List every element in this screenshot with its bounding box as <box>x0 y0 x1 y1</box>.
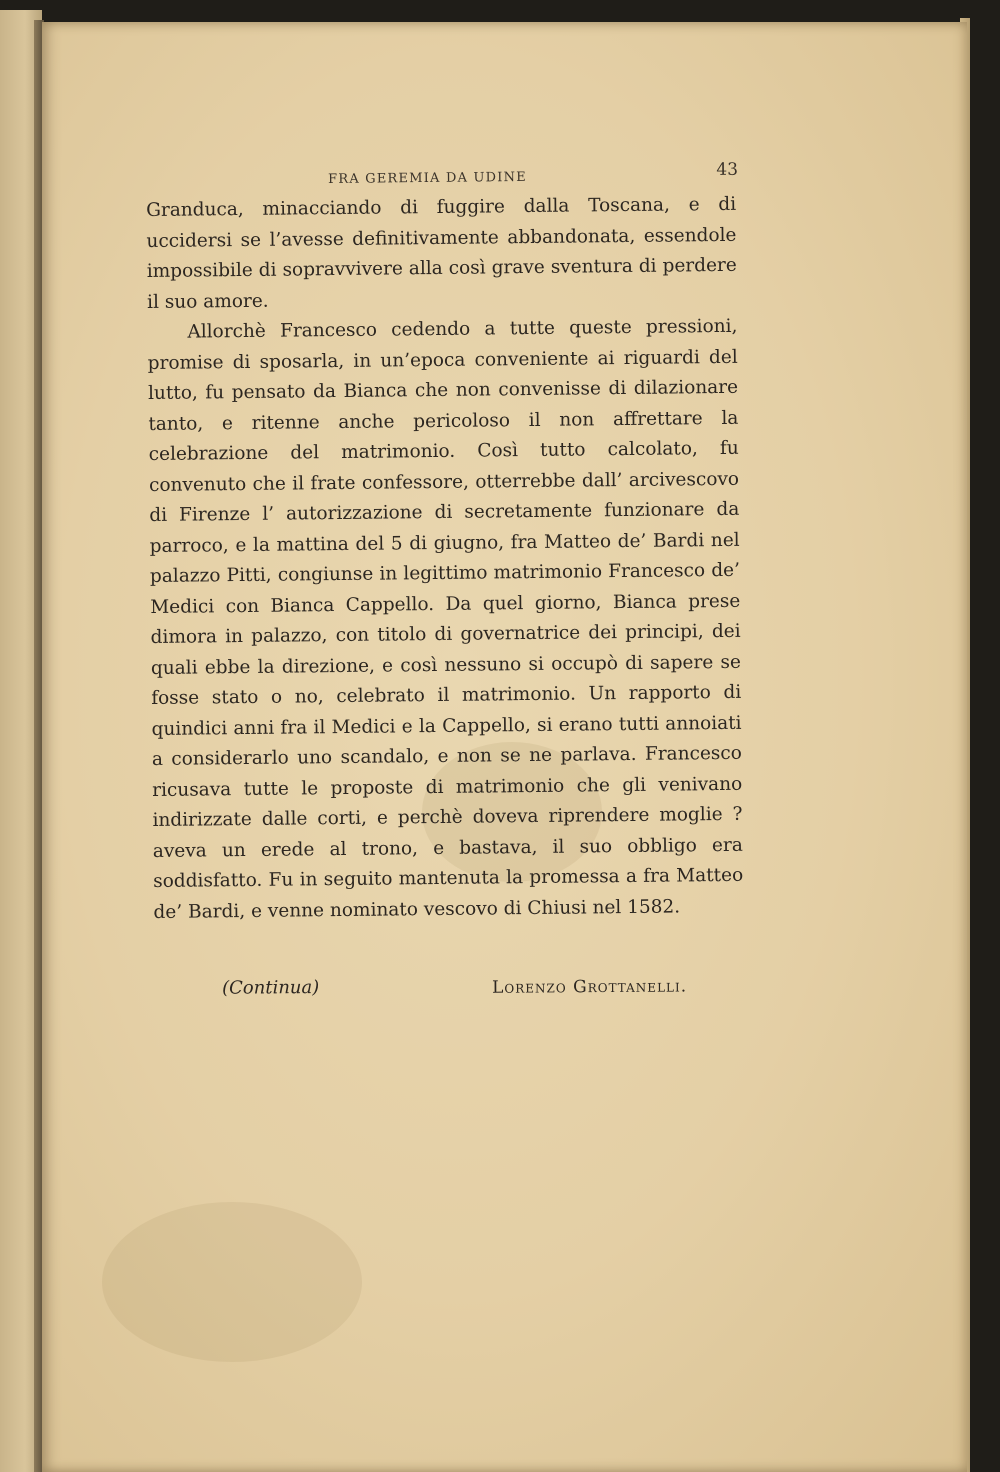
running-title: FRA GEREMIA DA UDINE <box>328 169 527 187</box>
paragraph-1: Granduca, minacciando di fuggire dalla Toscana, e di uccidersi se l’avesse definitivamente abbandonata, essendole impossibile di sopravvivere alla così grave sventura di perdere il suo amore. <box>146 193 737 313</box>
page-number: 43 <box>716 159 739 180</box>
continua-note: (Continua) <box>222 976 320 999</box>
paragraph-2: Allorchè Francesco cedendo a tutte queste pressioni, promise di sposarla, in un’epoca conveniente ai riguardi del lutto, fu pensato da Bianca che non convenisse di dilazionare tanto, e ritenne anche pericoloso il non affrettare la celebrazione del matrimonio. Così tutto calcolato, fu convenuto che il frate confessore, otterrebbe dall’ arcivescovo di Firenze l’ autorizzazione di secretamente funzionare da parroco, e la mattina del 5 di giugno, fra Matteo de’ Bardi nel palazzo Pitti, congiunse in legittimo matrimonio Francesco de’ Medici con Bianca Cappello. Da quel giorno, Bianca prese dimora in palazzo, con titolo di governatrice dei principi, dei quali ebbe la direzione, e così nessuno si occupò di sapere se fosse stato o no, celebrato il matrimonio. Un rapporto di quindici anni fra il Medici e la Cappello, si erano tutti annoiati a considerarlo uno scandalo, e non se ne parlava. Francesco ricusava tutte le proposte di matrimonio che gli venivano indirizzate dalle corti, e perchè doveva riprendere moglie ? aveva un erede al trono, e bastava, il suo obbligo era soddisfatto. Fu in seguito mantenuta la promessa a fra Matteo de’ Bardi, e venne nominato vescovo di Chiusi nel 1582. <box>147 315 744 923</box>
paper-stain <box>102 1202 362 1362</box>
author-signature: Lorenzo Grottanelli. <box>492 976 688 998</box>
body-text <box>146 190 744 928</box>
